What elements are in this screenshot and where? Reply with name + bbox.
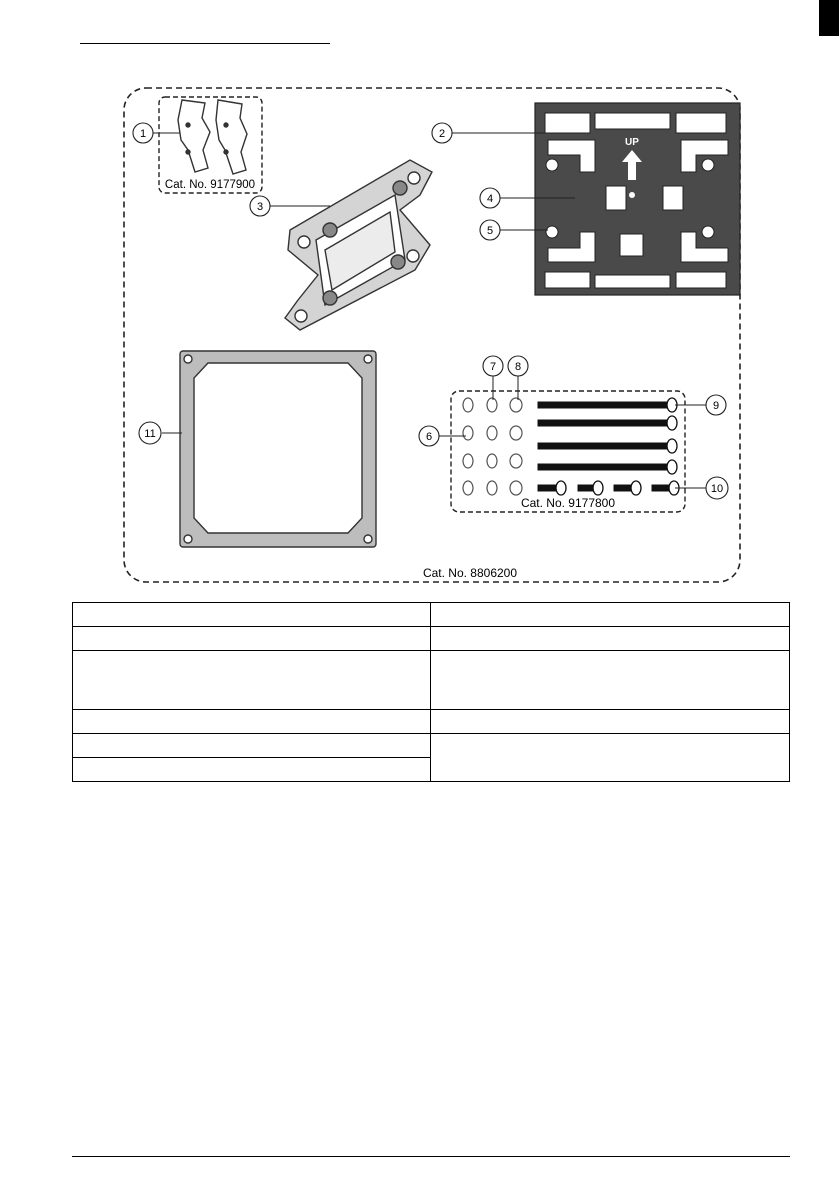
plate-up-marking: UP [625,137,639,148]
table-cell [73,627,431,651]
svg-text:4: 4 [486,193,494,205]
svg-text:2: 2 [438,128,446,140]
callout-5 [480,220,500,240]
table-cell [431,627,790,651]
table-cell [431,603,790,627]
svg-text:8: 8 [514,361,522,373]
callout-11 [139,422,161,444]
callout-1 [133,123,153,143]
callout-6 [419,426,439,446]
clip-kit-cat-label: Cat. No. 9177900 [164,179,256,191]
table-cell [73,758,431,782]
svg-text:6: 6 [425,431,433,443]
table-cell [73,734,431,758]
bracket-icon [285,160,432,330]
mounting-plate-icon [535,103,740,295]
table-cell [73,651,431,710]
parts-table [72,602,790,782]
svg-text:10: 10 [710,483,724,495]
callout-7 [483,356,503,376]
callout-4 [480,188,500,208]
hardware-kit-outline [451,391,685,512]
svg-text:3: 3 [256,201,264,213]
svg-text:11: 11 [144,428,156,440]
svg-text:9: 9 [712,400,720,412]
table-cell [73,710,431,734]
table-row [73,603,790,627]
table-cell [431,651,790,710]
screw-set-icon [538,398,679,495]
hardware-kit-cat-label: Cat. No. 9177800 [520,496,616,510]
callout-8 [508,356,528,376]
table-row [73,734,790,758]
callout-2 [432,123,452,143]
svg-text:1: 1 [139,128,147,140]
svg-text:5: 5 [486,225,494,237]
table-cell [431,734,790,782]
table-row [73,710,790,734]
table-cell [431,710,790,734]
callout-3 [250,196,270,216]
callout-10 [706,477,728,499]
table-row [73,651,790,710]
kit-cat-label: Cat. No. 8806200 [422,566,518,580]
table-cell [73,603,431,627]
footer-rule [72,1156,790,1157]
clip-icon [178,100,247,174]
callout-9 [706,395,726,415]
table-row [73,627,790,651]
washer-nut-set-icon [463,398,522,495]
svg-text:7: 7 [489,361,497,373]
gasket-icon [180,351,376,547]
